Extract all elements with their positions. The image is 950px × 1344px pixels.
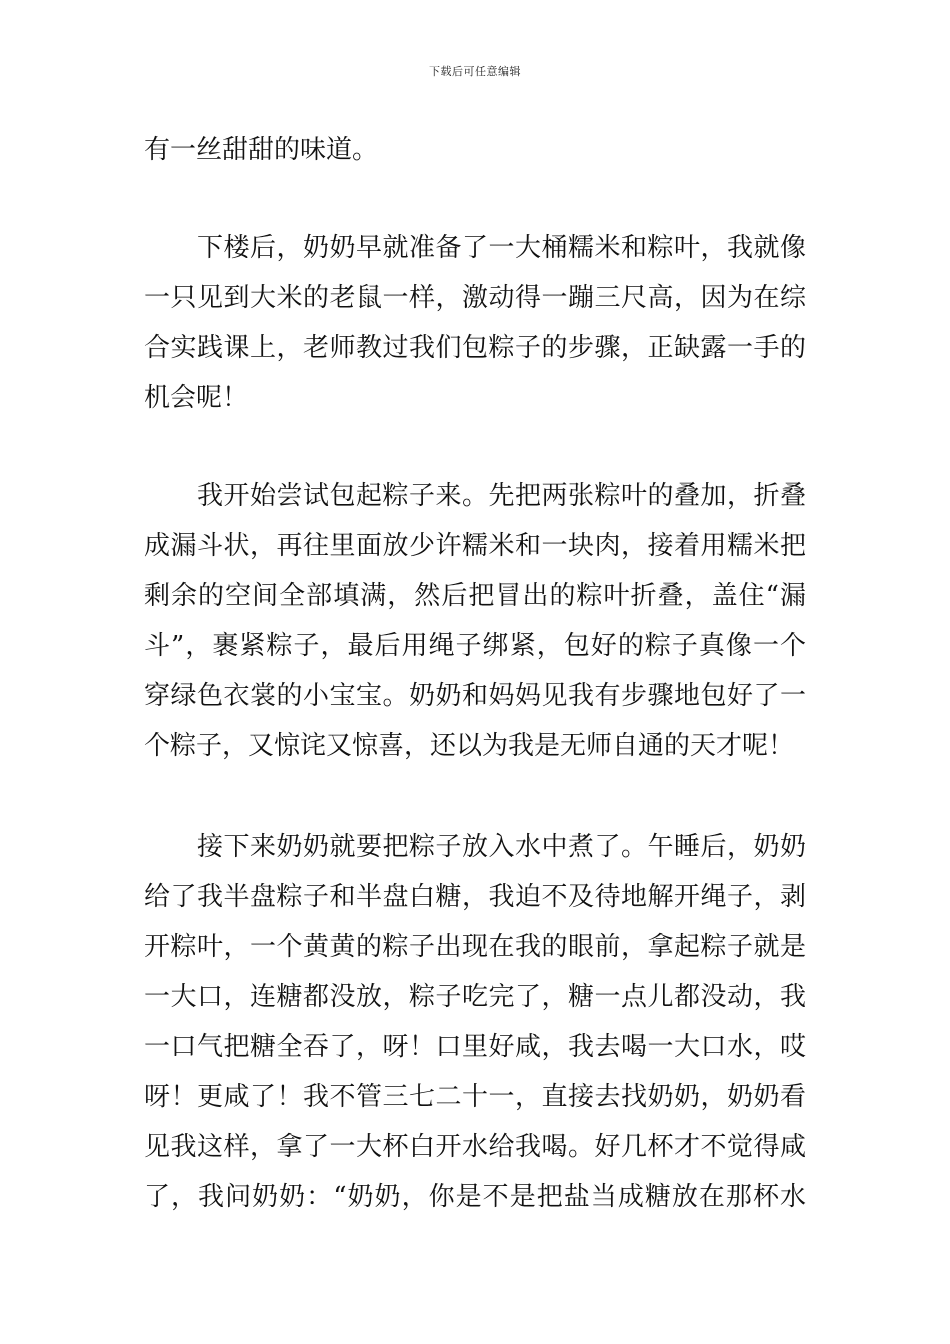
- paragraph-4: [144, 822, 806, 1222]
- text-line: 接下来奶奶就要把粽子放入水中煮了。午睡后，奶奶: [144, 832, 806, 862]
- text-line: 见我这样，拿了一大杯白开水给我喝。好几杯才不觉得咸: [144, 1132, 806, 1162]
- text-line: 机会呢！: [144, 383, 249, 413]
- text-line: 呀！更咸了！我不管三七二十一，直接去找奶奶，奶奶看: [144, 1082, 806, 1112]
- text-line: 给了我半盘粽子和半盘白糖，我迫不及待地解开绳子，剥: [144, 882, 806, 912]
- text-line: 下楼后，奶奶早就准备了一大桶糯米和粽叶，我就像: [144, 233, 806, 263]
- text-line: 一只见到大米的老鼠一样，激动得一蹦三尺高，因为在综: [144, 283, 806, 313]
- text-line: 斗”，裹紧粽子，最后用绳子绑紧，包好的粽子真像一个: [144, 631, 806, 661]
- text-line: 成漏斗状，再往里面放少许糯米和一块肉，接着用糯米把: [144, 531, 806, 561]
- paragraph-3: [144, 471, 806, 771]
- paragraph-2: [144, 223, 806, 423]
- text-line: 有一丝甜甜的味道。: [144, 135, 379, 165]
- paragraph-1: [144, 125, 806, 175]
- text-line: 一口气把糖全吞了，呀！口里好咸，我去喝一大口水，哎: [144, 1032, 806, 1062]
- text-line: 穿绿色衣裳的小宝宝。奶奶和妈妈见我有步骤地包好了一: [144, 681, 806, 711]
- text-line: 了，我问奶奶：“奶奶，你是不是把盐当成糖放在那杯水: [144, 1182, 806, 1212]
- text-line: 我开始尝试包起粽子来。先把两张粽叶的叠加，折叠: [144, 481, 806, 511]
- text-line: 个粽子，又惊诧又惊喜，还以为我是无师自通的天才呢！: [144, 731, 795, 761]
- text-line: 一大口，连糖都没放，粽子吃完了，糖一点儿都没动，我: [144, 982, 806, 1012]
- text-line: 剩余的空间全部填满，然后把冒出的粽叶折叠，盖住“漏: [144, 581, 806, 611]
- text-line: 合实践课上，老师教过我们包粽子的步骤，正缺露一手的: [144, 333, 806, 363]
- text-line: 开粽叶，一个黄黄的粽子出现在我的眼前，拿起粽子就是: [144, 932, 806, 962]
- page-header: 下载后可任意编辑: [429, 65, 521, 78]
